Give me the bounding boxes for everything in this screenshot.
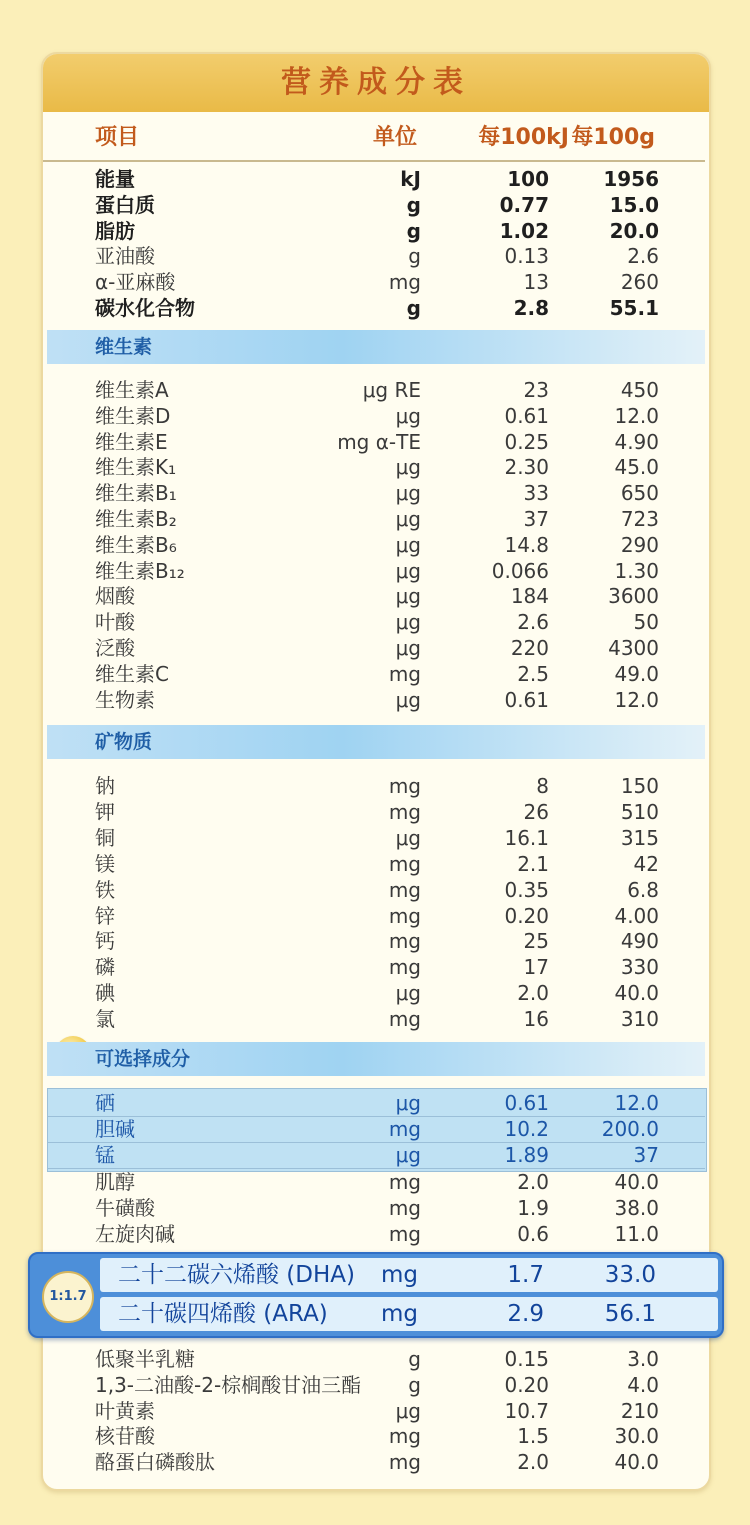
nutrient-unit: μg [395, 610, 421, 635]
table-row [43, 1423, 709, 1449]
value-per-100g: 450 [620, 378, 659, 402]
ara-row [100, 1297, 718, 1331]
nutrient-unit: mg [388, 799, 421, 824]
page-title: 营养成分表 [281, 65, 471, 100]
dha-row [100, 1258, 718, 1292]
table-row [43, 1116, 709, 1142]
nutrient-unit: mg [388, 1117, 421, 1141]
value-per-100g: 12.0 [614, 687, 659, 712]
value-per-100kj: 220 [510, 636, 549, 660]
value-per-100kj: 0.15 [504, 1347, 549, 1371]
value-per-100g: 15.0 [609, 192, 659, 217]
nutrient-name: 胆碱 [95, 1117, 135, 1141]
value-per-100g: 49.0 [614, 661, 659, 686]
table-row [43, 1372, 709, 1398]
value-per-100kj: 14.8 [504, 532, 549, 557]
nutrient-unit: mg [388, 1195, 421, 1220]
nutrient-unit: g [406, 218, 421, 243]
nutrient-unit: g [406, 192, 421, 217]
table-row [43, 1006, 709, 1032]
value-per-100kj: 25 [523, 929, 549, 954]
nutrient-name: 核苷酸 [95, 1424, 155, 1449]
nutrient-unit: mg [380, 1301, 418, 1327]
table-row [43, 295, 709, 321]
table-row [43, 166, 709, 192]
value-per-100kj: 0.61 [504, 403, 549, 428]
table-row [43, 480, 709, 506]
value-per-100g: 3600 [608, 584, 659, 609]
nutrient-unit: μg [395, 1398, 421, 1423]
nutrient-unit: g [408, 1372, 421, 1397]
nutrient-name: 二十碳四烯酸 (ARA) [118, 1301, 328, 1327]
value-per-100kj: 2.30 [504, 455, 549, 480]
nutrient-unit: μg [395, 558, 421, 583]
table-row [43, 687, 709, 713]
table-row [43, 877, 709, 903]
nutrient-unit: mg [388, 661, 421, 686]
nutrient-name: 维生素A [95, 378, 169, 402]
value-per-100kj: 1.5 [517, 1424, 549, 1449]
value-per-100kj: 0.20 [504, 1372, 549, 1397]
nutrient-unit: μg [395, 532, 421, 557]
value-per-100kj: 2.0 [517, 981, 549, 1006]
value-per-100g: 315 [620, 825, 659, 850]
value-per-100kj: 10.7 [504, 1398, 549, 1423]
value-per-100kj: 0.6 [517, 1221, 549, 1246]
value-per-100kj: 16 [523, 1007, 549, 1032]
value-per-100kj: 100 [507, 167, 549, 191]
table-row [43, 377, 709, 403]
section-minerals [47, 725, 705, 759]
nutrient-unit: mg α-TE [337, 429, 421, 454]
table-row [43, 583, 709, 609]
nutrient-name: 蛋白质 [95, 192, 155, 217]
value-per-100g: 4.00 [614, 903, 659, 928]
table-row [43, 403, 709, 429]
value-per-100g: 3.0 [627, 1347, 659, 1371]
value-per-100g: 1956 [603, 167, 659, 191]
value-per-100g: 1.30 [614, 558, 659, 583]
value-per-100kj: 8 [536, 774, 549, 798]
table-row [43, 773, 709, 799]
nutrient-name: 镁 [95, 851, 115, 876]
value-per-100g: 38.0 [614, 1195, 659, 1220]
value-per-100kj: 2.5 [517, 661, 549, 686]
table-row [43, 609, 709, 635]
nutrient-name: 牛磺酸 [95, 1195, 155, 1220]
value-per-100g: 40.0 [614, 1450, 659, 1475]
nutrient-unit: μg [395, 481, 421, 506]
nutrient-unit: mg [388, 1450, 421, 1475]
header-item: 项目 [95, 125, 140, 150]
nutrient-unit: μg [395, 584, 421, 609]
nutrient-name: 氯 [95, 1007, 115, 1032]
nutrient-unit: μg [395, 981, 421, 1006]
value-per-100g: 50 [633, 610, 659, 635]
nutrient-name: 左旋肉碱 [95, 1221, 175, 1246]
value-per-100g: 723 [620, 507, 659, 531]
table-row [43, 661, 709, 687]
nutrient-name: 1,3-二油酸-2-棕榈酸甘油三酯 [95, 1372, 362, 1397]
table-row [43, 1195, 709, 1221]
section-optional [47, 1042, 705, 1076]
value-per-100kj: 0.066 [491, 558, 549, 583]
value-per-100g: 33.0 [604, 1262, 656, 1288]
value-per-100g: 6.8 [627, 877, 659, 902]
value-per-100g: 37 [633, 1143, 659, 1167]
section-label: 矿物质 [95, 731, 153, 753]
nutrient-unit: μg [395, 825, 421, 850]
value-per-100g: 150 [620, 774, 659, 798]
nutrient-name: 低聚半乳糖 [95, 1347, 195, 1371]
nutrient-name: 锰 [95, 1143, 115, 1167]
nutrient-name: 锌 [95, 903, 115, 928]
value-per-100kj: 0.25 [504, 429, 549, 454]
nutrient-unit: kJ [400, 167, 421, 191]
header-per-kj: 每100kJ [478, 125, 569, 150]
nutrient-name: 维生素D [95, 403, 171, 428]
value-per-100kj: 26 [523, 799, 549, 824]
value-per-100kj: 23 [523, 378, 549, 402]
value-per-100kj: 2.6 [517, 610, 549, 635]
value-per-100g: 56.1 [604, 1301, 656, 1327]
nutrient-name: 维生素K₁ [95, 455, 177, 480]
nutrient-name: 磷 [95, 955, 115, 980]
nutrient-name: 烟酸 [95, 584, 135, 609]
value-per-100kj: 2.0 [517, 1170, 549, 1194]
table-row [43, 243, 709, 269]
value-per-100kj: 16.1 [504, 825, 549, 850]
value-per-100g: 330 [620, 955, 659, 980]
value-per-100g: 55.1 [609, 296, 659, 320]
table-row [43, 558, 709, 584]
value-per-100g: 12.0 [614, 403, 659, 428]
value-per-100kj: 1.9 [517, 1195, 549, 1220]
table-row [43, 825, 709, 851]
value-per-100kj: 0.13 [504, 244, 549, 269]
table-row [43, 454, 709, 480]
dha-ara-highlight [28, 1252, 724, 1338]
value-per-100g: 20.0 [609, 218, 659, 243]
nutrient-name: 钠 [95, 774, 115, 798]
table-row [43, 903, 709, 929]
nutrient-name: 能量 [95, 167, 135, 191]
value-per-100g: 4300 [608, 636, 659, 660]
nutrient-name: 维生素B₁₂ [95, 558, 185, 583]
value-per-100kj: 0.35 [504, 877, 549, 902]
table-row [43, 1398, 709, 1424]
nutrient-name: 亚油酸 [95, 244, 155, 269]
nutrient-unit: mg [388, 877, 421, 902]
header-unit: 单位 [372, 125, 417, 150]
table-row [43, 218, 709, 244]
nutrient-unit: μg [395, 1091, 421, 1115]
nutrient-unit: mg [388, 1170, 421, 1194]
nutrient-unit: μg [395, 507, 421, 531]
value-per-100kj: 0.77 [499, 192, 549, 217]
value-per-100kj: 2.1 [517, 851, 549, 876]
nutrient-unit: mg [388, 270, 421, 295]
nutrient-unit: mg [388, 955, 421, 980]
nutrient-name: 脂肪 [95, 218, 135, 243]
value-per-100g: 12.0 [614, 1091, 659, 1115]
value-per-100g: 42 [633, 851, 659, 876]
table-row [43, 980, 709, 1006]
nutrient-name: 硒 [95, 1091, 115, 1115]
nutrient-unit: g [408, 1347, 421, 1371]
section-vitamins [47, 330, 705, 364]
value-per-100g: 40.0 [614, 981, 659, 1006]
value-per-100g: 200.0 [601, 1117, 659, 1141]
nutrient-name: 肌醇 [95, 1170, 135, 1194]
table-row [43, 635, 709, 661]
nutrient-name: 碘 [95, 981, 115, 1006]
value-per-100kj: 13 [523, 270, 549, 295]
nutrient-unit: mg [388, 903, 421, 928]
table-row [43, 1090, 709, 1116]
nutrient-name: 维生素B₁ [95, 481, 177, 506]
nutrient-name: 维生素B₆ [95, 532, 177, 557]
value-per-100g: 45.0 [614, 455, 659, 480]
nutrient-name: 泛酸 [95, 636, 135, 660]
nutrient-unit: mg [388, 1221, 421, 1246]
title-banner [43, 54, 709, 112]
value-per-100g: 510 [620, 799, 659, 824]
nutrient-unit: g [408, 244, 421, 269]
value-per-100kj: 184 [510, 584, 549, 609]
nutrient-name: 叶酸 [95, 610, 135, 635]
value-per-100kj: 1.89 [504, 1143, 549, 1167]
value-per-100kj: 33 [523, 481, 549, 506]
nutrient-name: 钾 [95, 799, 115, 824]
value-per-100g: 490 [620, 929, 659, 954]
nutrient-unit: mg [380, 1262, 418, 1288]
table-row [43, 1169, 709, 1195]
nutrient-name: 铜 [95, 825, 115, 850]
nutrient-unit: μg [395, 455, 421, 480]
table-row [43, 1346, 709, 1372]
nutrient-name: 铁 [95, 877, 115, 902]
nutrient-name: 维生素B₂ [95, 507, 177, 531]
value-per-100g: 2.6 [627, 244, 659, 269]
nutrient-unit: μg [395, 687, 421, 712]
value-per-100kj: 1.02 [499, 218, 549, 243]
value-per-100kj: 0.61 [504, 687, 549, 712]
nutrient-unit: mg [388, 1007, 421, 1032]
value-per-100g: 4.0 [627, 1372, 659, 1397]
value-per-100kj: 0.20 [504, 903, 549, 928]
table-row [43, 1142, 709, 1168]
value-per-100g: 210 [620, 1398, 659, 1423]
value-per-100kj: 10.2 [504, 1117, 549, 1141]
value-per-100kj: 0.61 [504, 1091, 549, 1115]
nutrient-unit: mg [388, 774, 421, 798]
nutrient-unit: μg [395, 636, 421, 660]
table-row [43, 1221, 709, 1247]
table-row [43, 506, 709, 532]
value-per-100kj: 2.0 [517, 1450, 549, 1475]
section-label: 可选择成分 [95, 1048, 191, 1070]
value-per-100g: 310 [620, 1007, 659, 1032]
value-per-100g: 4.90 [614, 429, 659, 454]
nutrient-name: 碳水化合物 [95, 296, 195, 320]
table-row [43, 954, 709, 980]
nutrient-name: 钙 [95, 929, 115, 954]
nutrient-name: 酪蛋白磷酸肽 [95, 1450, 215, 1475]
value-per-100kj: 37 [523, 507, 549, 531]
section-label: 维生素 [95, 336, 153, 358]
value-per-100g: 260 [620, 270, 659, 295]
table-row [43, 269, 709, 295]
nutrient-name: 维生素E [95, 429, 168, 454]
value-per-100kj: 2.9 [507, 1301, 544, 1327]
value-per-100kj: 1.7 [507, 1262, 544, 1288]
nutrient-name: α-亚麻酸 [95, 270, 176, 295]
table-row [43, 429, 709, 455]
value-per-100g: 290 [620, 532, 659, 557]
value-per-100g: 40.0 [614, 1170, 659, 1194]
nutrient-unit: μg [395, 403, 421, 428]
table-row [43, 532, 709, 558]
value-per-100g: 11.0 [614, 1221, 659, 1246]
nutrient-name: 维生素C [95, 661, 169, 686]
table-row [43, 799, 709, 825]
ratio-badge: 1:1.7 [42, 1271, 94, 1323]
nutrient-unit: mg [388, 929, 421, 954]
nutrient-unit: μg RE [362, 378, 421, 402]
nutrient-name: 生物素 [95, 687, 155, 712]
value-per-100kj: 2.8 [513, 296, 549, 320]
header-per-g: 每100g [571, 125, 655, 150]
table-row [43, 928, 709, 954]
value-per-100g: 30.0 [614, 1424, 659, 1449]
nutrient-unit: mg [388, 851, 421, 876]
value-per-100g: 650 [620, 481, 659, 506]
nutrient-unit: mg [388, 1424, 421, 1449]
table-row [43, 192, 709, 218]
table-row [43, 1449, 709, 1475]
nutrient-name: 叶黄素 [95, 1398, 155, 1423]
table-header [43, 112, 705, 162]
table-row [43, 851, 709, 877]
nutrient-unit: μg [395, 1143, 421, 1167]
nutrient-name: 二十二碳六烯酸 (DHA) [118, 1262, 355, 1288]
nutrient-unit: g [406, 296, 421, 320]
value-per-100kj: 17 [523, 955, 549, 980]
